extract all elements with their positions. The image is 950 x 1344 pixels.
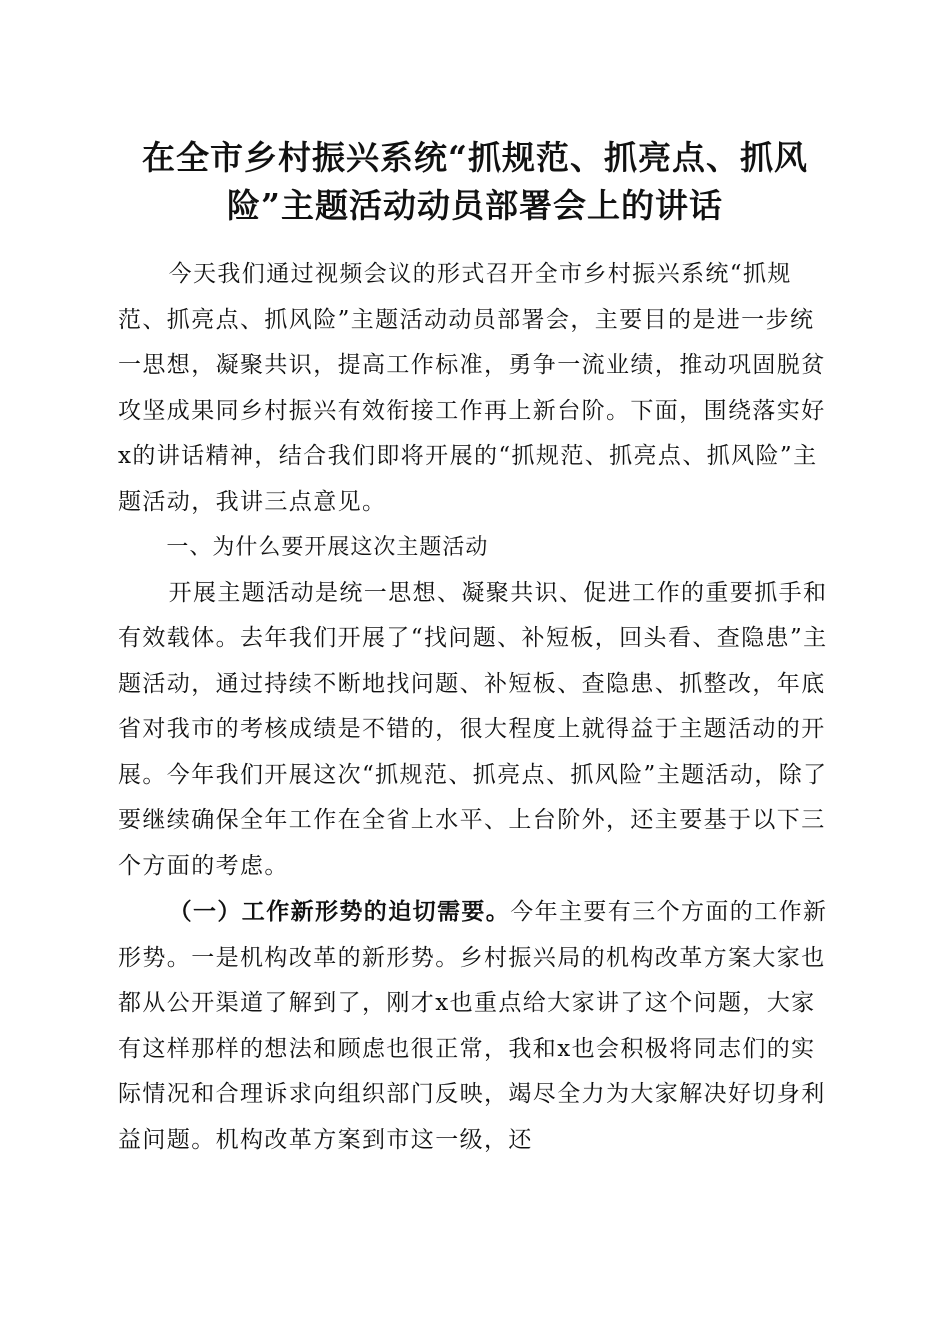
subsection-1-heading: （一）工作新形势的迫切需要。: [168, 898, 511, 925]
paragraph-section-1: 开展主题活动是统一思想、凝聚共识、促进工作的重要抓手和有效载体。去年我们开展了“找问题、补短板，回头看、查隐患”主题活动，通过持续不断地找问题、补短板、查隐患、抓整改，年底省对我市的考核成绩是不错的，很大程度上就得益于主题活动的开展。今年我们开展这次“抓规范、抓亮点、抓风险”主题活动，除了要继续确保全年工作在全省上水平、上台阶外，还主要基于以下三个方面的考虑。: [118, 579, 828, 879]
paragraph-subsection-1: [118, 889, 838, 1163]
subsection-1-text: 今年主要有三个方面的工作新形势。一是机构改革的新形势。乡村振兴局的机构改革方案大家也都从公开渠道了解到了，刚才x也重点给大家讲了这个问题，大家有这样那样的想法和顾虑也很正常，我和x也会积极将同志们的实际情况和合理诉求向组织部门反映，竭尽全力为大家解决好切身利益问题。机构改革方案到市这一级，还: [118, 899, 828, 1153]
paragraph-intro: 今天我们通过视频会议的形式召开全市乡村振兴系统“抓规范、抓亮点、抓风险”主题活动动员部署会，主要目的是进一步统一思想，凝聚共识，提高工作标准，勇争一流业绩，推动巩固脱贫攻坚成果同乡村振兴有效衔接工作再上新台阶。下面，围绕落实好x的讲话精神，结合我们即将开展的“抓规范、抓亮点、抓风险”主题活动，我讲三点意见。: [118, 261, 826, 515]
document-title: [110, 134, 840, 230]
title-line-1: 在全市乡村振兴系统“抓规范、抓亮点、抓风: [142, 138, 808, 177]
title-line-2: 险”主题活动动员部署会上的讲话: [227, 186, 723, 225]
document-body: [118, 252, 838, 1163]
section-heading-1: 一、为什么要开展这次主题活动: [166, 535, 489, 560]
